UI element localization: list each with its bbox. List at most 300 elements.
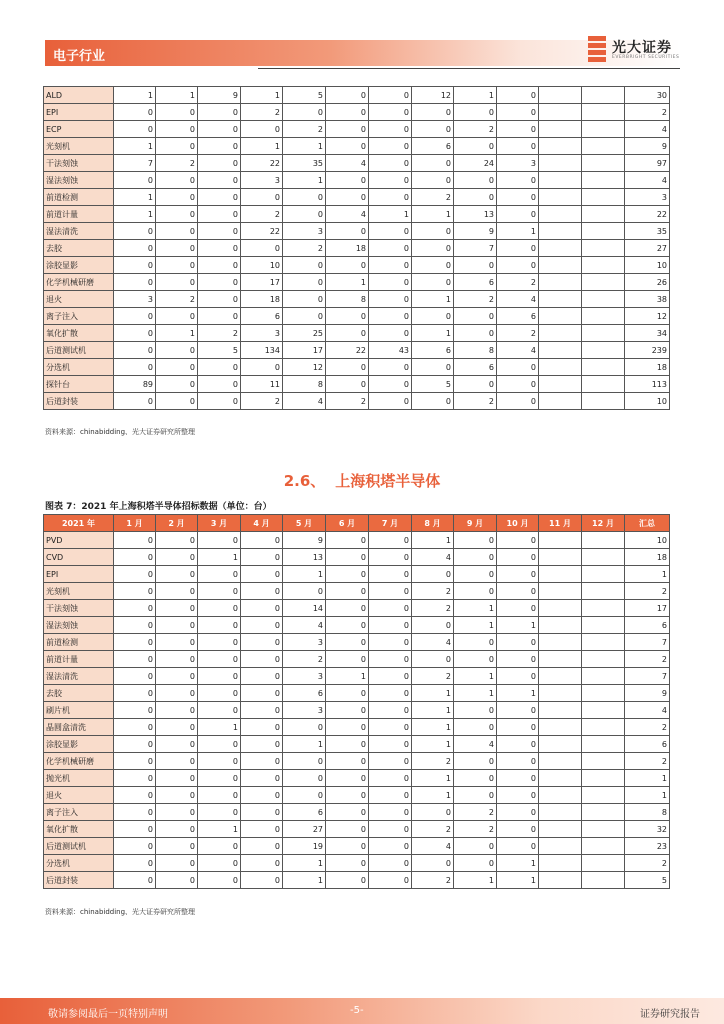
total-cell: 6 xyxy=(625,736,670,753)
value-cell: 0 xyxy=(156,121,198,138)
value-cell: 0 xyxy=(241,600,283,617)
table-row xyxy=(44,634,670,651)
value-cell xyxy=(582,138,625,155)
value-cell: 0 xyxy=(412,359,454,376)
value-cell: 0 xyxy=(369,393,412,410)
value-cell: 0 xyxy=(369,872,412,889)
row-label: 分选机 xyxy=(44,359,114,376)
value-cell: 0 xyxy=(454,189,497,206)
value-cell: 0 xyxy=(114,736,156,753)
value-cell: 0 xyxy=(497,719,539,736)
value-cell: 0 xyxy=(156,342,198,359)
value-cell: 0 xyxy=(241,359,283,376)
total-cell: 32 xyxy=(625,821,670,838)
row-label: 分选机 xyxy=(44,855,114,872)
value-cell: 0 xyxy=(114,702,156,719)
value-cell: 1 xyxy=(283,855,326,872)
column-header: 12 月 xyxy=(582,515,625,532)
value-cell xyxy=(582,223,625,240)
row-label: 晶圆盒清洗 xyxy=(44,719,114,736)
value-cell: 0 xyxy=(198,393,241,410)
value-cell: 0 xyxy=(412,651,454,668)
value-cell: 0 xyxy=(156,600,198,617)
total-cell: 10 xyxy=(625,257,670,274)
value-cell: 0 xyxy=(369,651,412,668)
value-cell xyxy=(582,821,625,838)
value-cell: 0 xyxy=(114,308,156,325)
table-row xyxy=(44,566,670,583)
value-cell xyxy=(582,668,625,685)
column-header: 1 月 xyxy=(114,515,156,532)
row-label: CVD xyxy=(44,549,114,566)
column-header: 9 月 xyxy=(454,515,497,532)
value-cell: 0 xyxy=(283,291,326,308)
value-cell xyxy=(582,155,625,172)
value-cell: 0 xyxy=(412,804,454,821)
value-cell: 0 xyxy=(369,787,412,804)
value-cell: 6 xyxy=(412,342,454,359)
value-cell: 0 xyxy=(156,668,198,685)
value-cell: 0 xyxy=(114,223,156,240)
total-cell: 22 xyxy=(625,206,670,223)
value-cell: 0 xyxy=(369,376,412,393)
value-cell xyxy=(539,291,582,308)
value-cell: 0 xyxy=(326,838,369,855)
column-header: 4 月 xyxy=(241,515,283,532)
value-cell: 0 xyxy=(241,787,283,804)
table-row xyxy=(44,359,670,376)
table-row xyxy=(44,257,670,274)
value-cell xyxy=(539,855,582,872)
value-cell: 0 xyxy=(114,104,156,121)
table-row xyxy=(44,685,670,702)
value-cell: 1 xyxy=(412,787,454,804)
total-cell: 6 xyxy=(625,617,670,634)
value-cell: 4 xyxy=(283,393,326,410)
total-cell: 2 xyxy=(625,651,670,668)
column-header: 2021 年 xyxy=(44,515,114,532)
value-cell: 0 xyxy=(454,138,497,155)
value-cell: 3 xyxy=(114,291,156,308)
value-cell: 0 xyxy=(369,736,412,753)
value-cell: 3 xyxy=(283,702,326,719)
table-row xyxy=(44,104,670,121)
row-label: EPI xyxy=(44,104,114,121)
value-cell: 0 xyxy=(369,566,412,583)
total-cell: 1 xyxy=(625,787,670,804)
row-label: 后道测试机 xyxy=(44,342,114,359)
total-cell: 10 xyxy=(625,532,670,549)
value-cell: 0 xyxy=(454,104,497,121)
value-cell: 0 xyxy=(369,172,412,189)
value-cell xyxy=(539,685,582,702)
value-cell: 22 xyxy=(241,155,283,172)
page-number: -5- xyxy=(350,1005,364,1016)
value-cell: 0 xyxy=(241,189,283,206)
value-cell: 4 xyxy=(412,549,454,566)
value-cell: 0 xyxy=(114,359,156,376)
value-cell: 0 xyxy=(198,855,241,872)
value-cell: 1 xyxy=(412,532,454,549)
value-cell: 9 xyxy=(454,223,497,240)
value-cell: 0 xyxy=(198,257,241,274)
value-cell: 0 xyxy=(326,583,369,600)
value-cell: 0 xyxy=(326,719,369,736)
value-cell: 0 xyxy=(114,172,156,189)
value-cell: 0 xyxy=(412,155,454,172)
value-cell: 0 xyxy=(497,189,539,206)
value-cell xyxy=(539,87,582,104)
value-cell: 0 xyxy=(156,617,198,634)
value-cell: 0 xyxy=(454,855,497,872)
value-cell: 0 xyxy=(369,325,412,342)
value-cell: 0 xyxy=(369,668,412,685)
table-equipment-bidding-1 xyxy=(43,86,670,410)
value-cell: 0 xyxy=(497,121,539,138)
value-cell: 2 xyxy=(412,189,454,206)
header-rule xyxy=(258,68,680,69)
value-cell: 0 xyxy=(454,770,497,787)
value-cell: 8 xyxy=(326,291,369,308)
value-cell: 3 xyxy=(241,172,283,189)
value-cell: 1 xyxy=(454,668,497,685)
value-cell: 0 xyxy=(412,617,454,634)
value-cell: 2 xyxy=(241,393,283,410)
value-cell: 2 xyxy=(497,325,539,342)
value-cell: 0 xyxy=(326,651,369,668)
value-cell: 0 xyxy=(369,223,412,240)
row-label: 退火 xyxy=(44,787,114,804)
value-cell: 0 xyxy=(369,532,412,549)
table-row xyxy=(44,376,670,393)
value-cell: 1 xyxy=(412,736,454,753)
value-cell: 0 xyxy=(156,308,198,325)
value-cell xyxy=(582,617,625,634)
value-cell: 0 xyxy=(412,172,454,189)
row-label: 湿法清洗 xyxy=(44,223,114,240)
brand-name: 光大证券 xyxy=(612,40,672,56)
value-cell xyxy=(539,376,582,393)
value-cell: 0 xyxy=(326,121,369,138)
value-cell: 0 xyxy=(283,189,326,206)
value-cell: 0 xyxy=(156,532,198,549)
value-cell xyxy=(582,325,625,342)
value-cell: 0 xyxy=(497,583,539,600)
value-cell: 5 xyxy=(412,376,454,393)
total-cell: 2 xyxy=(625,719,670,736)
row-label: 湿法刻蚀 xyxy=(44,172,114,189)
value-cell xyxy=(539,651,582,668)
value-cell: 2 xyxy=(454,291,497,308)
value-cell: 0 xyxy=(369,138,412,155)
value-cell: 0 xyxy=(497,376,539,393)
value-cell: 0 xyxy=(326,308,369,325)
value-cell: 0 xyxy=(114,804,156,821)
value-cell: 1 xyxy=(454,872,497,889)
value-cell: 0 xyxy=(156,821,198,838)
total-cell: 38 xyxy=(625,291,670,308)
value-cell: 0 xyxy=(241,753,283,770)
value-cell xyxy=(539,872,582,889)
value-cell: 1 xyxy=(283,138,326,155)
value-cell: 0 xyxy=(156,359,198,376)
value-cell: 0 xyxy=(241,719,283,736)
value-cell xyxy=(539,274,582,291)
value-cell: 1 xyxy=(454,617,497,634)
value-cell: 0 xyxy=(156,770,198,787)
value-cell: 1 xyxy=(156,87,198,104)
value-cell: 0 xyxy=(156,240,198,257)
value-cell: 0 xyxy=(369,583,412,600)
value-cell: 0 xyxy=(198,566,241,583)
value-cell: 0 xyxy=(326,325,369,342)
value-cell: 0 xyxy=(369,549,412,566)
value-cell: 0 xyxy=(412,393,454,410)
value-cell: 0 xyxy=(114,393,156,410)
value-cell: 0 xyxy=(156,838,198,855)
table-row xyxy=(44,719,670,736)
value-cell: 0 xyxy=(114,685,156,702)
total-cell: 27 xyxy=(625,240,670,257)
row-label: 涂胶显影 xyxy=(44,257,114,274)
total-cell: 18 xyxy=(625,549,670,566)
value-cell: 11 xyxy=(241,376,283,393)
value-cell: 0 xyxy=(156,651,198,668)
value-cell: 0 xyxy=(454,719,497,736)
table-row xyxy=(44,172,670,189)
row-label: 后道测试机 xyxy=(44,838,114,855)
value-cell: 0 xyxy=(114,821,156,838)
value-cell: 0 xyxy=(369,104,412,121)
value-cell xyxy=(582,359,625,376)
section-number: 2.6、 xyxy=(283,472,326,490)
row-label: 前道计量 xyxy=(44,651,114,668)
value-cell: 0 xyxy=(156,274,198,291)
row-label: 湿法清洗 xyxy=(44,668,114,685)
value-cell: 14 xyxy=(283,600,326,617)
value-cell: 0 xyxy=(241,804,283,821)
value-cell: 0 xyxy=(369,770,412,787)
row-label: 探针台 xyxy=(44,376,114,393)
value-cell xyxy=(582,87,625,104)
value-cell: 0 xyxy=(283,274,326,291)
value-cell: 0 xyxy=(114,532,156,549)
value-cell: 0 xyxy=(326,804,369,821)
value-cell xyxy=(582,274,625,291)
row-label: 湿法刻蚀 xyxy=(44,617,114,634)
value-cell: 0 xyxy=(241,668,283,685)
value-cell: 0 xyxy=(497,172,539,189)
value-cell: 0 xyxy=(326,702,369,719)
value-cell: 0 xyxy=(156,702,198,719)
value-cell: 0 xyxy=(454,753,497,770)
value-cell: 2 xyxy=(326,393,369,410)
value-cell: 0 xyxy=(241,532,283,549)
value-cell: 22 xyxy=(326,342,369,359)
value-cell: 0 xyxy=(412,308,454,325)
row-label: 前道检测 xyxy=(44,634,114,651)
value-cell: 1 xyxy=(198,821,241,838)
value-cell xyxy=(582,787,625,804)
table-row xyxy=(44,668,670,685)
column-header: 11 月 xyxy=(539,515,582,532)
row-label: 氧化扩散 xyxy=(44,325,114,342)
table-row xyxy=(44,138,670,155)
value-cell: 4 xyxy=(283,617,326,634)
value-cell xyxy=(582,291,625,308)
value-cell: 0 xyxy=(326,753,369,770)
row-label: 干法刻蚀 xyxy=(44,155,114,172)
value-cell: 0 xyxy=(241,736,283,753)
value-cell: 0 xyxy=(326,376,369,393)
row-label: 前道检测 xyxy=(44,189,114,206)
value-cell: 0 xyxy=(454,566,497,583)
value-cell xyxy=(582,206,625,223)
value-cell: 8 xyxy=(283,376,326,393)
value-cell xyxy=(582,702,625,719)
value-cell: 0 xyxy=(497,600,539,617)
total-cell: 17 xyxy=(625,600,670,617)
row-label: 去胶 xyxy=(44,685,114,702)
value-cell: 0 xyxy=(369,308,412,325)
value-cell xyxy=(582,855,625,872)
value-cell: 1 xyxy=(497,223,539,240)
value-cell: 0 xyxy=(326,172,369,189)
row-label: 涂胶显影 xyxy=(44,736,114,753)
value-cell: 2 xyxy=(412,821,454,838)
value-cell: 2 xyxy=(241,104,283,121)
value-cell: 24 xyxy=(454,155,497,172)
total-cell: 9 xyxy=(625,138,670,155)
value-cell: 0 xyxy=(326,634,369,651)
value-cell: 89 xyxy=(114,376,156,393)
value-cell: 0 xyxy=(114,240,156,257)
value-cell xyxy=(539,583,582,600)
value-cell: 1 xyxy=(497,855,539,872)
value-cell: 0 xyxy=(156,804,198,821)
value-cell: 0 xyxy=(198,600,241,617)
value-cell xyxy=(582,172,625,189)
value-cell: 2 xyxy=(412,668,454,685)
value-cell: 1 xyxy=(454,87,497,104)
value-cell: 6 xyxy=(497,308,539,325)
value-cell: 0 xyxy=(283,719,326,736)
table-row xyxy=(44,532,670,549)
value-cell: 0 xyxy=(283,104,326,121)
value-cell: 0 xyxy=(156,872,198,889)
value-cell: 0 xyxy=(412,240,454,257)
value-cell: 0 xyxy=(198,240,241,257)
value-cell: 4 xyxy=(412,838,454,855)
value-cell: 0 xyxy=(412,855,454,872)
value-cell xyxy=(539,121,582,138)
value-cell: 1 xyxy=(114,189,156,206)
value-cell: 0 xyxy=(326,549,369,566)
value-cell: 0 xyxy=(454,702,497,719)
row-label: 后道封装 xyxy=(44,393,114,410)
total-cell: 4 xyxy=(625,121,670,138)
value-cell: 0 xyxy=(198,189,241,206)
table-row xyxy=(44,274,670,291)
value-cell: 2 xyxy=(454,121,497,138)
table-row xyxy=(44,787,670,804)
value-cell xyxy=(539,257,582,274)
row-label: 离子注入 xyxy=(44,308,114,325)
total-cell: 2 xyxy=(625,753,670,770)
value-cell xyxy=(539,804,582,821)
total-cell: 2 xyxy=(625,104,670,121)
table-row xyxy=(44,189,670,206)
table-row xyxy=(44,325,670,342)
total-cell: 2 xyxy=(625,583,670,600)
value-cell xyxy=(582,770,625,787)
value-cell: 0 xyxy=(454,172,497,189)
value-cell: 6 xyxy=(454,274,497,291)
table-row xyxy=(44,121,670,138)
row-label: 后道封装 xyxy=(44,872,114,889)
value-cell: 0 xyxy=(156,549,198,566)
value-cell: 5 xyxy=(283,87,326,104)
table-row xyxy=(44,872,670,889)
total-cell: 23 xyxy=(625,838,670,855)
value-cell: 0 xyxy=(369,240,412,257)
column-header: 7 月 xyxy=(369,515,412,532)
value-cell: 4 xyxy=(497,342,539,359)
total-cell: 97 xyxy=(625,155,670,172)
value-cell: 2 xyxy=(156,155,198,172)
value-cell: 2 xyxy=(241,206,283,223)
total-cell: 34 xyxy=(625,325,670,342)
table-row xyxy=(44,549,670,566)
value-cell xyxy=(539,600,582,617)
total-cell: 7 xyxy=(625,634,670,651)
value-cell: 0 xyxy=(497,736,539,753)
value-cell: 0 xyxy=(198,104,241,121)
table-row xyxy=(44,821,670,838)
value-cell: 0 xyxy=(326,872,369,889)
value-cell: 0 xyxy=(114,549,156,566)
value-cell: 0 xyxy=(497,87,539,104)
value-cell: 0 xyxy=(156,223,198,240)
value-cell: 0 xyxy=(497,549,539,566)
value-cell: 0 xyxy=(114,668,156,685)
value-cell: 0 xyxy=(156,685,198,702)
value-cell: 0 xyxy=(369,359,412,376)
value-cell: 0 xyxy=(369,753,412,770)
value-cell: 2 xyxy=(454,821,497,838)
value-cell xyxy=(539,702,582,719)
value-cell xyxy=(539,787,582,804)
value-cell: 0 xyxy=(114,566,156,583)
total-cell: 239 xyxy=(625,342,670,359)
value-cell xyxy=(539,155,582,172)
value-cell: 0 xyxy=(156,719,198,736)
row-label: 去胶 xyxy=(44,240,114,257)
total-cell: 113 xyxy=(625,376,670,393)
value-cell: 1 xyxy=(198,549,241,566)
row-label: ECP xyxy=(44,121,114,138)
row-label: 光刻机 xyxy=(44,583,114,600)
value-cell: 1 xyxy=(283,172,326,189)
value-cell: 0 xyxy=(497,838,539,855)
value-cell: 1 xyxy=(241,138,283,155)
value-cell: 0 xyxy=(241,702,283,719)
value-cell: 0 xyxy=(156,257,198,274)
value-cell xyxy=(582,566,625,583)
brand-name-en: EVERBRIGHT SECURITIES xyxy=(612,55,680,60)
value-cell: 1 xyxy=(283,736,326,753)
value-cell: 0 xyxy=(369,804,412,821)
